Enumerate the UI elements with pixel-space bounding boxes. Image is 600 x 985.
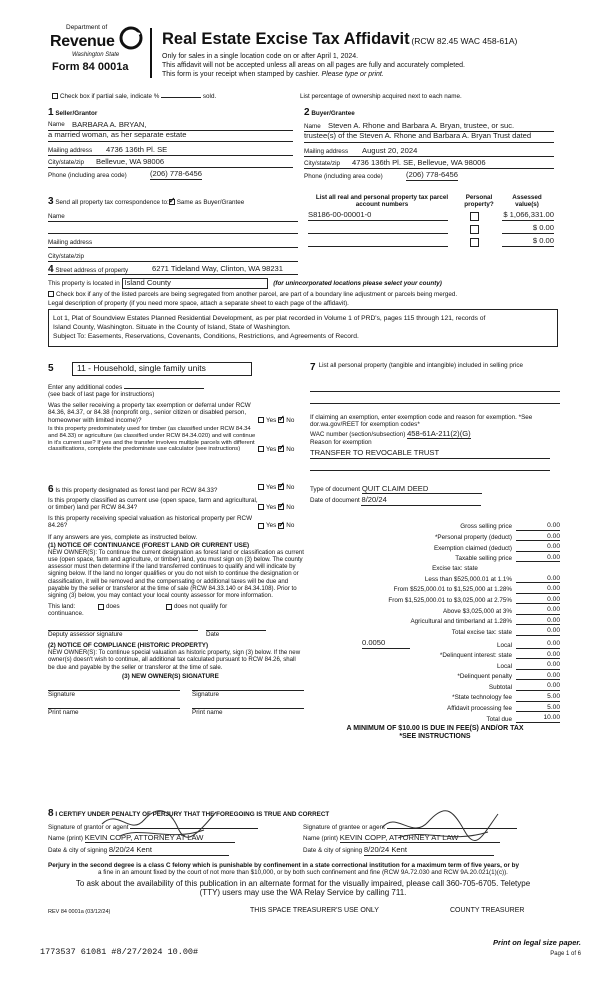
- tax-row: [310, 596, 560, 605]
- tax-row-value[interactable]: 10.00: [516, 714, 560, 723]
- tax-row-label: *Delinquent interest: state: [439, 652, 512, 660]
- revenue-wordmark: Revenue: [50, 33, 115, 50]
- tax-row: [310, 617, 560, 626]
- tax-row-value[interactable]: 0.00: [516, 554, 560, 563]
- exemption-reason-2[interactable]: [310, 459, 550, 471]
- section5: 5 11 - Household, single family units Enter any additional codes (see back of last page for instructions) Was the seller receiving a property tax exemption or deferral under RCW 84.36, 84.37, or 84.38 (nonprofit org., senior citizen or disabled person, homeowner with limited income)? Yes✓ No Is this property predominately used for timber (as classified under RCW 84.34 and 84.33) or agriculture (as classified under RCW 84.34.020) and will continue in it's current use? If yes and the transfer involves multiple parcels with different classifications, complete the predominate use calculator (see instructions) Yes✓ No: [48, 362, 304, 453]
- tax-row-label: Exemption claimed (deduct): [433, 544, 512, 552]
- partial-sale-checkbox[interactable]: [52, 93, 58, 99]
- tax-row-label: Subtotal: [488, 683, 512, 691]
- agent-signature-row: Signature of grantor or agent Signature of grantee or agent: [48, 824, 558, 831]
- tax-row-label: Total due: [486, 715, 512, 723]
- tax-row-label: Local: [496, 662, 512, 670]
- accessibility-line-1: To ask about the availability of this publication in an alternate format for the visually impaired, please call 360-705-6705. Teletype: [75, 878, 531, 888]
- parcel-col-header: List all real and personal property tax parcel account numbers: [315, 194, 449, 209]
- assessed-value-2[interactable]: $ 0.00: [502, 224, 554, 234]
- personal-col-header: Personal property?: [464, 194, 494, 209]
- seller-section: 1 Seller/Grantor Name BARBARA A. BRYAN, a married woman, as her separate estate Mailing address 4736 136th Pl. SE City/state/zip Bellevue, WA 98006 Phone (including area code) (206) 778-6456: [48, 107, 293, 180]
- seller-name-field[interactable]: Name BARBARA A. BRYAN,: [48, 121, 293, 131]
- parcel-row: [308, 211, 558, 221]
- tax-row: [310, 554, 560, 563]
- tax-row-label: From $525,000.01 to $1,525,000 at 1.28%: [393, 586, 512, 594]
- grantor-signing-date[interactable]: 8/20/24 Kent: [109, 846, 229, 856]
- tax-row-value[interactable]: 5.00: [516, 704, 560, 713]
- parcel-row: [308, 224, 558, 234]
- legal-paper-note: Print on legal size paper.: [493, 938, 581, 947]
- property-use-select[interactable]: 11 - Household, single family units: [72, 362, 252, 376]
- tax-row-label: Gross selling price: [460, 523, 512, 531]
- tax-row: [310, 627, 560, 636]
- tax-row-value[interactable]: 0.00: [516, 682, 560, 691]
- tax-row-value[interactable]: 0.00: [516, 627, 560, 636]
- timber-question: Is this property predominately used for timber (as classified under RCW 84.34 and 84.33) or agriculture (as classified under RCW 84.34.020) and will continue in it's current use? If yes and the transfer involves multiple parcels with different classifications, complete the predominate use calculator (see instructions) Yes✓ No: [48, 426, 304, 453]
- tax-row-label: Agricultural and timberland at 1.28%: [410, 618, 512, 626]
- owner-sig-row: [48, 690, 304, 698]
- correspondence-mail-field[interactable]: Mailing address: [48, 234, 298, 248]
- historic-no-checkbox[interactable]: [278, 523, 284, 529]
- county-treasurer: COUNTY TREASURER: [450, 907, 525, 914]
- note-1: Only for sales in a single location code on or after April 1, 2024.: [162, 53, 359, 60]
- tax-row: [310, 672, 560, 681]
- partial-percent-field[interactable]: [161, 97, 201, 98]
- exemption-question: Was the seller receiving a property tax exemption or deferral under RCW 84.36, 84.37, or 84.38 (nonprofit org., senior citizen or disabled person, homeowner with limited income)? Yes✓ No: [48, 402, 304, 424]
- grantee-signing-date[interactable]: 8/20/24 Kent: [364, 846, 494, 856]
- current-use-yes-checkbox[interactable]: [258, 504, 264, 510]
- tax-row-value[interactable]: 0.00: [516, 543, 560, 552]
- document-date[interactable]: 8/20/24: [361, 496, 481, 506]
- this-land-row: This land: does does not qualify for: [48, 603, 228, 611]
- county-row: This property is located in Island County (for unincorporated locations please select your county): [48, 278, 442, 287]
- tax-row: [310, 682, 560, 691]
- tax-row: [310, 704, 560, 713]
- forest-no-checkbox[interactable]: [278, 484, 284, 490]
- form-rcw: (RCW 82.45 WAC 458-61A): [411, 36, 518, 46]
- buyer-mailing-field[interactable]: Mailing address August 20, 2024: [304, 145, 554, 157]
- deputy-date-field[interactable]: Date: [206, 630, 266, 638]
- tax-row-label: Total excise tax: state: [451, 628, 512, 636]
- perjury-line-1: Perjury in the second degree is a class C felony which is punishable by confinement in a state correctional institution for a maximum term of five years, or by: [48, 862, 519, 870]
- tax-row-label: From $1,525,000.01 to $3,025,000 at 2.75%: [388, 597, 512, 605]
- parcel-row: [308, 237, 558, 247]
- tax-row-label: *Delinquent penalty: [457, 673, 512, 681]
- header-divider: [150, 28, 152, 78]
- segregation-checkbox[interactable]: [48, 291, 54, 297]
- tax-row-value[interactable]: 0.00: [516, 575, 560, 584]
- owner-signature-2[interactable]: Signature: [192, 690, 304, 698]
- local-tax-row: 0.0050 Local 0.00: [362, 638, 560, 649]
- personal-property-field[interactable]: [310, 380, 560, 392]
- partial-sale-row: Check box if partial sale, indicate % sold.: [52, 93, 216, 100]
- tax-row: [310, 661, 560, 670]
- grantee-print-name[interactable]: KEVIN COPP, ATTORNEY AT LAW: [340, 834, 500, 844]
- tax-row: [310, 606, 560, 615]
- section6: 6 Is this property designated as forest land per RCW 84.33? Yes✓ No Is this property classified as current use (open space, farm and agricultural, or timber) land per RCW 84.34? Yes✓ No Is this property receiving special valuation as historical property per RCW 84.26? Yes✓ No If any answers are yes, complete as instructed below. (1) NOTICE OF CONTINUANCE (FOREST LAND OR CURRENT USE) NEW OWNER(S): To continue the current designation as forest land or classification as current use (open space, farm and agriculture, or timber) land, you must sign on (3) below. The county assessor must then determine if the land transferred continues to qualify and will indicate by signing below. If the land no longer qualifies or you do not wish to continue the designation or classification, it will be removed and the compensating or additional taxes will be due and payable by the seller or transferor at the time of sale (RCW 84.33.140 or 84.34.108). Prior to signing (3) below, you may contact your local county assessor for more information. This land: does does not qualify for continuance. Deputy assessor signature Date (2) NOTICE OF COMPLIANCE (HISTORIC PROPERTY) NEW OWNER(S): To continue special valuation as historic property, sign (3) below. If the new owner(s) doesn't wish to continue, all additional tax calculated pursuant to RCW 84.26, shall be due and payable by the seller or transferor at the time of sale. (3) NEW OWNER(S) SIGNATURE Signature Signature Print name Print name: [48, 484, 304, 716]
- note-2: This affidavit will not be accepted unless all areas on all pages are fully and accurately completed.: [162, 61, 465, 69]
- partial-right-note: List percentage of ownership acquired next to each name.: [300, 93, 462, 100]
- tax-table: Gross selling price 0.00 *Personal property (deduct) 0.00 Exemption claimed (deduct) 0.00 Taxable selling price 0.00 Excise tax: state Less than $525,000.01 at 1.1% 0.00 From $525,000.01 to $1,525,000 at 1.28% 0.00 From $1,525,000.01 to $3,025,000 at 2.75% 0.00 Above $3,025,000 at 3% 0.00 Agricultural and timberland at 1.28% 0.00 Total excise tax: state 0.00 0.0050 Local 0.00 *Delinquent interest: state 0.00 Local 0.00 *Delinquent penalty 0.00 Subtotal 0.00 *State technology fee 5.00 Affidavit processing fee 5.00 Total due 10.00 A MINIMUM OF $10.00 IS DUE IN FEE(S) AND/OR TAX *SEE INSTRUCTIONS: [310, 520, 560, 741]
- seller-mailing-field[interactable]: Mailing address 4736 136th Pl. SE: [48, 144, 293, 156]
- dept-line: Department of: [66, 24, 108, 31]
- forest-yes-checkbox[interactable]: [258, 484, 264, 490]
- assessed-value-1[interactable]: $ 1,066,331.00: [503, 210, 554, 220]
- historic-question: Is this property receiving special valuation as historical property per RCW 84.26? Yes✓ No: [48, 515, 304, 529]
- parcel-number-3[interactable]: [308, 237, 448, 247]
- rev-code: REV 84 0001a (03/12/24): [48, 909, 111, 915]
- form-title: Real Estate Excise Tax Affidavit: [162, 30, 410, 48]
- tax-row: [310, 533, 560, 542]
- state-line: Washington State: [72, 52, 120, 58]
- section8: 8 I CERTIFY UNDER PENALTY OF PERJURY THAT THE FOREGOING IS TRUE AND CORRECT Signature of grantor or agent Signature of grantee or agent Name (print) KEVIN COPP, ATTORNEY AT LAW Name (print) KEVIN COPP, ATTORNEY AT LAW Date & city of signing 8/20/24 Kent Date & city of signing 8/20/24 Kent Perjury in the second degree is a class C felony which is punishable by confinement in a state correctional institution for a maximum term of five years, or by a fine in an amount fixed by the court of not more than $10,000, or by both such confinement and fine (RCW 9A.72.030 and RCW 9A.20.021(1)(c)). To ask about the availability of this publication in an alternate format for the visually impaired, please call 360-705-6705. Teletype (TTY) users may use the WA Relay Service by calling 711.: [48, 808, 558, 897]
- legal-description-box[interactable]: Lot 1, Plat of Soundview Estates Planned Residential Development, as per plat recorded in Volume 1 of PRD's, pages 115 through 121, records of Island County, Washington. Situate in the County of Island, State of Washington. Subject To: Easements, Reservations, Covenants, Conditions, Restrictions, and Agreements of Record.: [48, 309, 558, 347]
- county-select[interactable]: Island County: [122, 278, 268, 289]
- accessibility-line-2: (TTY) users may use the WA Relay Service by calling 711.: [199, 887, 407, 897]
- buyer-phone-field[interactable]: Phone (including area code) (206) 778-6456: [304, 169, 458, 181]
- does-checkbox[interactable]: [98, 604, 104, 610]
- form-title-block: [162, 30, 517, 49]
- exemption-reason[interactable]: TRANSFER TO REVOCABLE TRUST: [310, 449, 550, 459]
- tax-row: [310, 585, 560, 594]
- deputy-row: [48, 630, 304, 638]
- seller-name-2[interactable]: a married woman, as her separate estate: [48, 131, 293, 142]
- q1-yes-checkbox[interactable]: [258, 417, 264, 423]
- segregation-row: Check box if any of the listed parcels are being segregated from another parcel, are part of a boundary line adjustment or parcels being merged.: [48, 291, 558, 298]
- section7: 7 List all personal property (tangible and intangible) included in selling price If claiming an exemption, enter exemption code and reason for exemption. *See dor.wa.gov/REET for exemption codes* WAC number (section/subsection) 458-61A-211(2)(G) Reason for exemption TRANSFER TO REVOCABLE TRUST Type of document QUIT CLAIM DEED Date of document 8/20/24: [310, 362, 560, 506]
- same-as-buyer-checkbox[interactable]: [169, 199, 175, 205]
- tax-row: [310, 543, 560, 552]
- grantor-print-name[interactable]: KEVIN COPP, ATTORNEY AT LAW: [85, 834, 235, 844]
- assessed-col-header: Assessed value(s): [512, 194, 542, 209]
- tax-row: [310, 693, 560, 702]
- tax-row: [310, 651, 560, 660]
- grantor-signature-scribble: [100, 806, 220, 846]
- personal-property-field-2[interactable]: [310, 392, 560, 404]
- tax-row-label: *State technology fee: [452, 694, 512, 702]
- parcel-number[interactable]: S8186-00-00001-0: [308, 211, 448, 221]
- seller-phone-field[interactable]: Phone (including area code) (206) 778-6456: [48, 168, 202, 180]
- owner-signature-1[interactable]: Signature: [48, 690, 180, 698]
- deputy-signature-field[interactable]: Deputy assessor signature: [48, 630, 198, 638]
- personal-checkbox-2[interactable]: [470, 225, 479, 234]
- wac-number[interactable]: 458-61A-211(2)(G): [407, 428, 471, 438]
- q2-yes-checkbox[interactable]: [258, 446, 264, 452]
- buyer-name-field[interactable]: Name Steven A. Rhone and Barbara A. Bryan, trustee, or suc.: [304, 121, 554, 132]
- owner-print-row: [48, 708, 304, 716]
- dor-logo: [48, 24, 148, 86]
- tax-row: [310, 714, 560, 723]
- tax-row-value[interactable]: 0.00: [516, 585, 560, 594]
- historic-yes-checkbox[interactable]: [258, 523, 264, 529]
- q1-no-checkbox[interactable]: [278, 417, 284, 423]
- tax-row-label: Taxable selling price: [455, 555, 512, 563]
- correspondence-city-field[interactable]: City/state/zip: [48, 248, 298, 262]
- personal-checkbox-3[interactable]: [470, 238, 479, 247]
- buyer-city-field[interactable]: City/state/zip 4736 136th Pl. SE, Bellevue, WA 98006: [304, 157, 554, 169]
- street-address-field[interactable]: 4 Street address of property 6271 Tideland Way, Clinton, WA 98231: [48, 264, 298, 275]
- legal-label: Legal description of property (if you need more space, attach a separate sheet to each page of the affidavit).: [48, 299, 349, 307]
- form-notes: [162, 53, 572, 79]
- section3-left: 3 Send all property tax correspondence to:✓ Same as Buyer/Grantee Name Mailing address City/state/zip: [48, 196, 298, 262]
- parcel-table: [308, 194, 558, 247]
- buyer-name-2[interactable]: trustee(s) of the Steven A. Rhone and Barbara A. Bryan Trust dated: [304, 132, 554, 143]
- forest-question: 6 Is this property designated as forest land per RCW 84.33? Yes✓ No: [48, 484, 304, 496]
- does-not-checkbox[interactable]: [166, 604, 172, 610]
- tax-row-value[interactable]: 0.00: [516, 617, 560, 626]
- minimum-due-note: A MINIMUM OF $10.00 IS DUE IN FEE(S) AND/OR TAX: [346, 724, 524, 732]
- owner-print-1[interactable]: Print name: [48, 708, 180, 716]
- tax-row-label: Less than $525,000.01 at 1.1%: [424, 575, 512, 583]
- tax-row: [310, 522, 560, 531]
- correspondence-name-2[interactable]: [48, 222, 298, 234]
- owner-print-2[interactable]: Print name: [192, 708, 304, 716]
- additional-codes-field[interactable]: [124, 388, 204, 389]
- current-use-no-checkbox[interactable]: [278, 504, 284, 510]
- correspondence-name-field[interactable]: Name: [48, 210, 298, 222]
- grantee-signature-scribble: [380, 806, 500, 846]
- recording-stamp: 1773537 61081 #8/27/2024 10.00#: [40, 947, 199, 957]
- treasurer-space: THIS SPACE TREASURER'S USE ONLY: [250, 907, 379, 914]
- buyer-section: 2 Buyer/Grantee Name Steven A. Rhone and Barbara A. Bryan, trustee, or suc. trustee(s) of the Steven A. Rhone and Barbara A. Bryan Trust dated Mailing address August 20, 2024 City/state/zip 4736 136th Pl. SE, Bellevue, WA 98006 Phone (including area code) (206) 778-6456: [304, 107, 554, 181]
- perjury-line-2: a fine in an amount fixed by the court of not more than $10,000, or by both such confinement and fine (RCW 9A.72.030 and RCW 9A.20.021(1)(c)).: [98, 869, 508, 877]
- section4: [48, 264, 558, 347]
- tax-row-value[interactable]: 0.00: [516, 606, 560, 615]
- tax-row-label: Above $3,025,000 at 3%: [443, 607, 512, 615]
- seller-city-field[interactable]: City/state/zip Bellevue, WA 98006: [48, 156, 293, 168]
- local-rate[interactable]: 0.0050: [362, 639, 410, 649]
- tax-row-value[interactable]: 0.00: [516, 672, 560, 681]
- page-number: Page 1 of 6: [550, 951, 581, 957]
- tax-row-value[interactable]: 0.00: [516, 596, 560, 605]
- tax-row-value[interactable]: 0.00: [516, 522, 560, 531]
- form-number: Form 84 0001a: [52, 61, 129, 73]
- tax-row-value[interactable]: 0.00: [516, 651, 560, 660]
- parcel-number-2[interactable]: [308, 224, 448, 234]
- tax-row-value[interactable]: 0.00: [516, 661, 560, 670]
- assessed-value-3[interactable]: $ 0.00: [502, 237, 554, 247]
- tax-row-label: Affidavit processing fee: [447, 704, 512, 712]
- tax-row-value[interactable]: 5.00: [516, 693, 560, 702]
- signing-date-row: Date & city of signing 8/20/24 Kent Date & city of signing 8/20/24 Kent: [48, 846, 558, 856]
- current-use-question: Is this property classified as current use (open space, farm and agricultural, or timber) land per RCW 84.34? Yes✓ No: [48, 497, 304, 511]
- dor-swirl-icon: [118, 26, 144, 50]
- document-type[interactable]: QUIT CLAIM DEED: [362, 485, 482, 495]
- tax-row-label: *Personal property (deduct): [434, 533, 512, 541]
- personal-checkbox-1[interactable]: [470, 212, 479, 221]
- q2-no-checkbox[interactable]: [278, 446, 284, 452]
- note-3: This form is your receipt when stamped by cashier. Please type or print.: [162, 70, 384, 78]
- tax-row: [310, 575, 560, 584]
- local-tax-value[interactable]: 0.00: [516, 640, 560, 649]
- tax-row-value[interactable]: 0.00: [516, 533, 560, 542]
- agent-name-row: Name (print) KEVIN COPP, ATTORNEY AT LAW Name (print) KEVIN COPP, ATTORNEY AT LAW: [48, 834, 558, 844]
